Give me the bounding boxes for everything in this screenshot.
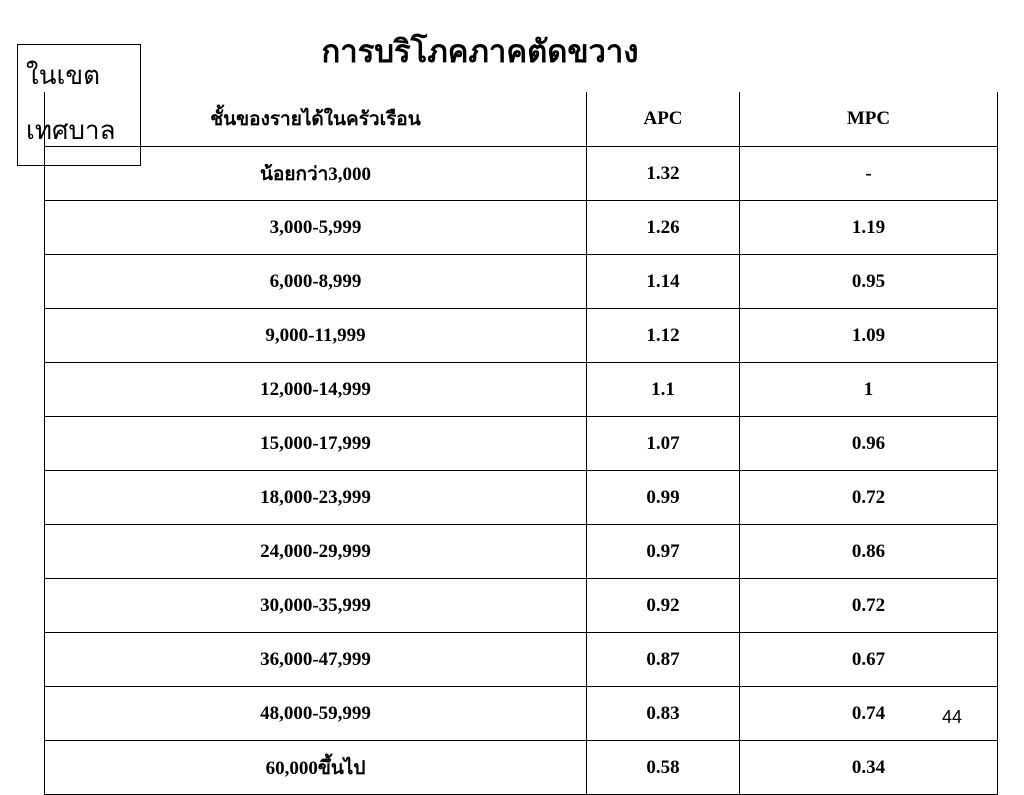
income-class-cell: 24,000-29,999: [45, 525, 587, 579]
apc-cell: 0.58: [587, 741, 740, 795]
apc-cell: 1.12: [587, 309, 740, 363]
region-label-line-1: ในเขต: [26, 61, 101, 91]
table-row: [45, 471, 998, 525]
mpc-cell: 0.96: [740, 417, 998, 471]
table-row: [45, 255, 998, 309]
income-class-cell: 60,000ขึ้นไป: [45, 741, 587, 795]
page-number: 44: [942, 707, 963, 727]
mpc-cell: 1.09: [740, 309, 998, 363]
table-row: [45, 201, 998, 255]
apc-cell: 0.87: [587, 633, 740, 687]
apc-cell: 0.92: [587, 579, 740, 633]
consumption-table: [44, 92, 998, 795]
apc-cell: 1.07: [587, 417, 740, 471]
income-class-cell: น้อยกว่า3,000: [45, 147, 587, 201]
mpc-cell: 0.34: [740, 741, 998, 795]
apc-cell: 1.26: [587, 201, 740, 255]
slide-title: การบริโภคภาคตัดขวาง: [321, 34, 639, 69]
mpc-cell: 1.19: [740, 201, 998, 255]
table-row: [45, 417, 998, 471]
apc-cell: 1.1: [587, 363, 740, 417]
income-class-cell: 36,000-47,999: [45, 633, 587, 687]
apc-cell: 1.14: [587, 255, 740, 309]
apc-cell: 0.97: [587, 525, 740, 579]
income-class-cell: 18,000-23,999: [45, 471, 587, 525]
income-class-cell: 15,000-17,999: [45, 417, 587, 471]
mpc-cell: 0.86: [740, 525, 998, 579]
table-row: [45, 633, 998, 687]
income-class-cell: 48,000-59,999: [45, 687, 587, 741]
apc-cell: 0.83: [587, 687, 740, 741]
table-row: [45, 147, 998, 201]
income-class-cell: 12,000-14,999: [45, 363, 587, 417]
mpc-cell: 0.74: [740, 687, 998, 741]
table-header-row: [45, 92, 998, 147]
mpc-cell: 0.72: [740, 471, 998, 525]
income-class-cell: 6,000-8,999: [45, 255, 587, 309]
mpc-cell: -: [740, 147, 998, 201]
table-row: [45, 363, 998, 417]
apc-cell: 1.32: [587, 147, 740, 201]
table-row: [45, 525, 998, 579]
region-label-line-2: เทศบาล: [26, 116, 116, 146]
mpc-cell: 0.67: [740, 633, 998, 687]
mpc-cell: 1: [740, 363, 998, 417]
income-class-cell: 9,000-11,999: [45, 309, 587, 363]
table-row: [45, 579, 998, 633]
table-row: [45, 309, 998, 363]
header-income-class: ชั้นของรายได้ในครัวเรือน: [45, 92, 587, 147]
region-label-box: [17, 44, 141, 166]
mpc-cell: 0.95: [740, 255, 998, 309]
header-apc: APC: [587, 92, 740, 147]
mpc-cell: 0.72: [740, 579, 998, 633]
apc-cell: 0.99: [587, 471, 740, 525]
table-row: [45, 687, 998, 741]
header-mpc: MPC: [740, 92, 998, 147]
income-class-cell: 30,000-35,999: [45, 579, 587, 633]
income-class-cell: 3,000-5,999: [45, 201, 587, 255]
